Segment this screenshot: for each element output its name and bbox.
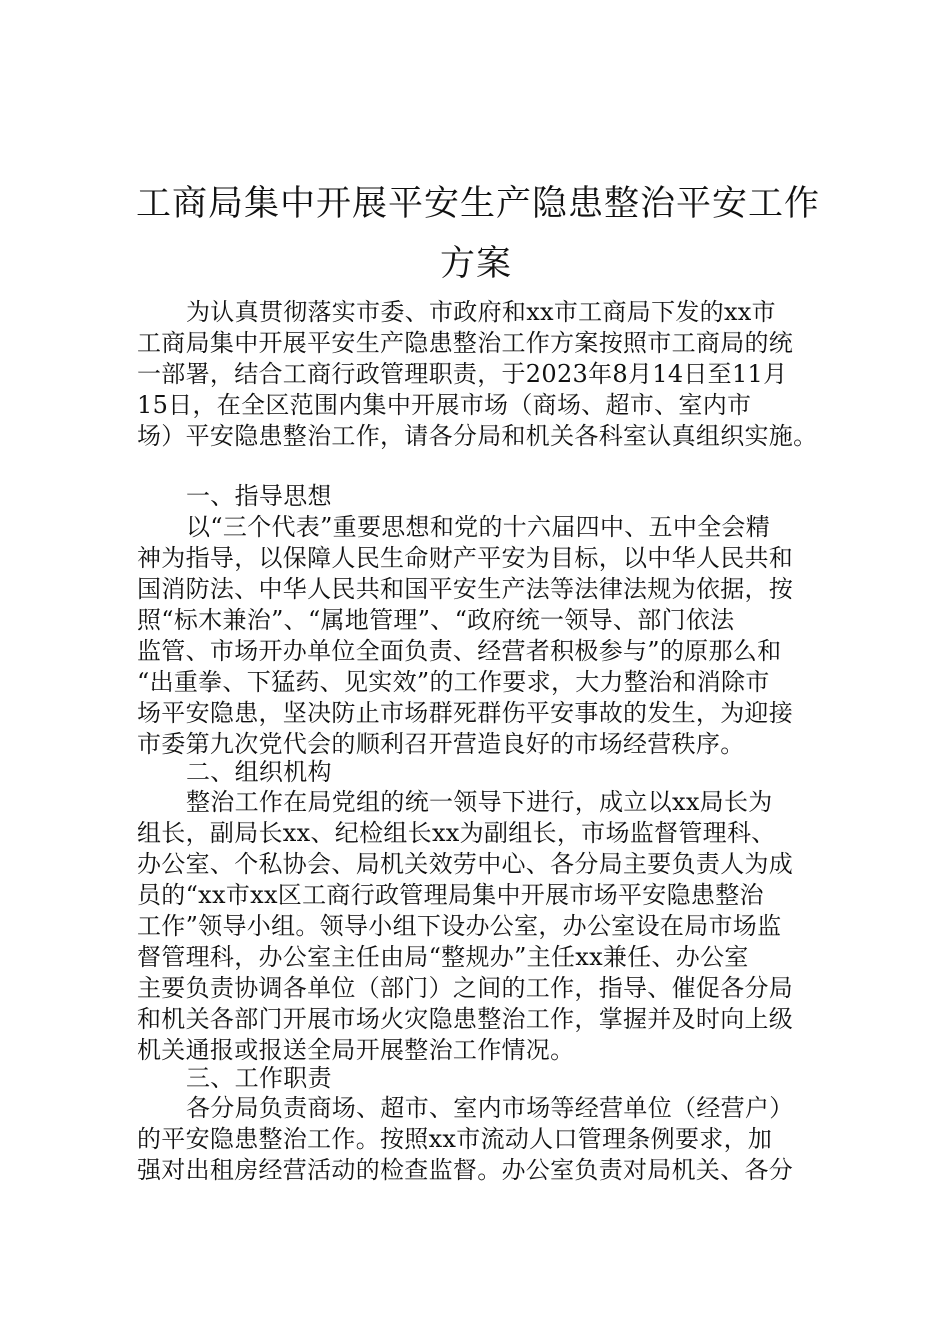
document-title-line-2: 方案 xyxy=(439,244,512,284)
intro-paragraph-line: 一部署，结合工商行政管理职责，于2023年8月14日至11月 xyxy=(137,360,788,388)
section-1-line: 神为指导，以保障人民生命财产平安为目标，以中华人民共和 xyxy=(137,544,794,572)
section-1-line: 国消防法、中华人民共和国平安生产法等法律法规为依据，按 xyxy=(137,575,794,603)
section-2-line: 员的“xx市xx区工商行政管理局集中开展市场平安隐患整治 xyxy=(137,881,764,909)
section-1-line: 照“标木兼治”、“属地管理”、“政府统一领导、部门依法 xyxy=(137,606,735,634)
section-2-line: 工作”领导小组。领导小组下设办公室，办公室设在局市场监 xyxy=(137,912,782,940)
section-3-heading: 三、工作职责 xyxy=(186,1064,332,1092)
document-title-line-1: 工商局集中开展平安生产隐患整治平安工作 xyxy=(136,184,821,224)
section-1-line: “出重拳、下猛药、见实效”的工作要求，大力整治和消除市 xyxy=(137,668,770,696)
section-3-line: 各分局负责商场、超市、室内市场等经营单位（经营户） xyxy=(186,1094,794,1122)
section-1-heading: 一、指导思想 xyxy=(186,482,332,510)
section-1-line: 场平安隐患，坚决防止市场群死群伤平安事故的发生，为迎接 xyxy=(137,699,794,727)
section-3-line: 的平安隐患整治工作。按照xx市流动人口管理条例要求，加 xyxy=(137,1125,773,1153)
intro-paragraph-line: 为认真贯彻落实市委、市政府和xx市工商局下发的xx市 xyxy=(186,298,776,326)
section-2-line: 督管理科，办公室主任由局“整规办”主任xx兼任、办公室 xyxy=(137,943,749,971)
section-2-line: 机关通报或报送全局开展整治工作情况。 xyxy=(137,1036,575,1064)
intro-paragraph-line: 工商局集中开展平安生产隐患整治工作方案按照市工商局的统 xyxy=(137,329,794,357)
intro-paragraph-line: 场）平安隐患整治工作，请各分局和机关各科室认真组织实施。 xyxy=(137,422,818,450)
section-2-line: 整治工作在局党组的统一领导下进行，成立以xx局长为 xyxy=(186,788,773,816)
section-2-line: 办公室、个私协会、局机关效劳中心、各分局主要负责人为成 xyxy=(137,850,794,878)
section-2-line: 和机关各部门开展市场火灾隐患整治工作，掌握并及时向上级 xyxy=(137,1005,794,1033)
section-2-line: 主要负责协调各单位（部门）之间的工作，指导、催促各分局 xyxy=(137,974,794,1002)
section-3-line: 强对出租房经营活动的检查监督。办公室负责对局机关、各分 xyxy=(137,1156,794,1184)
section-1-line: 监管、市场开办单位全面负责、经营者积极参与”的原那么和 xyxy=(137,637,782,665)
section-2-line: 组长，副局长xx、纪检组长xx为副组长，市场监督管理科、 xyxy=(137,819,776,847)
intro-paragraph-line: 15日，在全区范围内集中开展市场（商场、超市、室内市 xyxy=(137,391,752,419)
section-1-line: 市委第九次党代会的顺利召开营造良好的市场经营秩序。 xyxy=(137,730,745,758)
section-1-line: 以“三个代表”重要思想和党的十六届四中、五中全会精 xyxy=(186,513,771,541)
section-2-heading: 二、组织机构 xyxy=(186,758,332,786)
